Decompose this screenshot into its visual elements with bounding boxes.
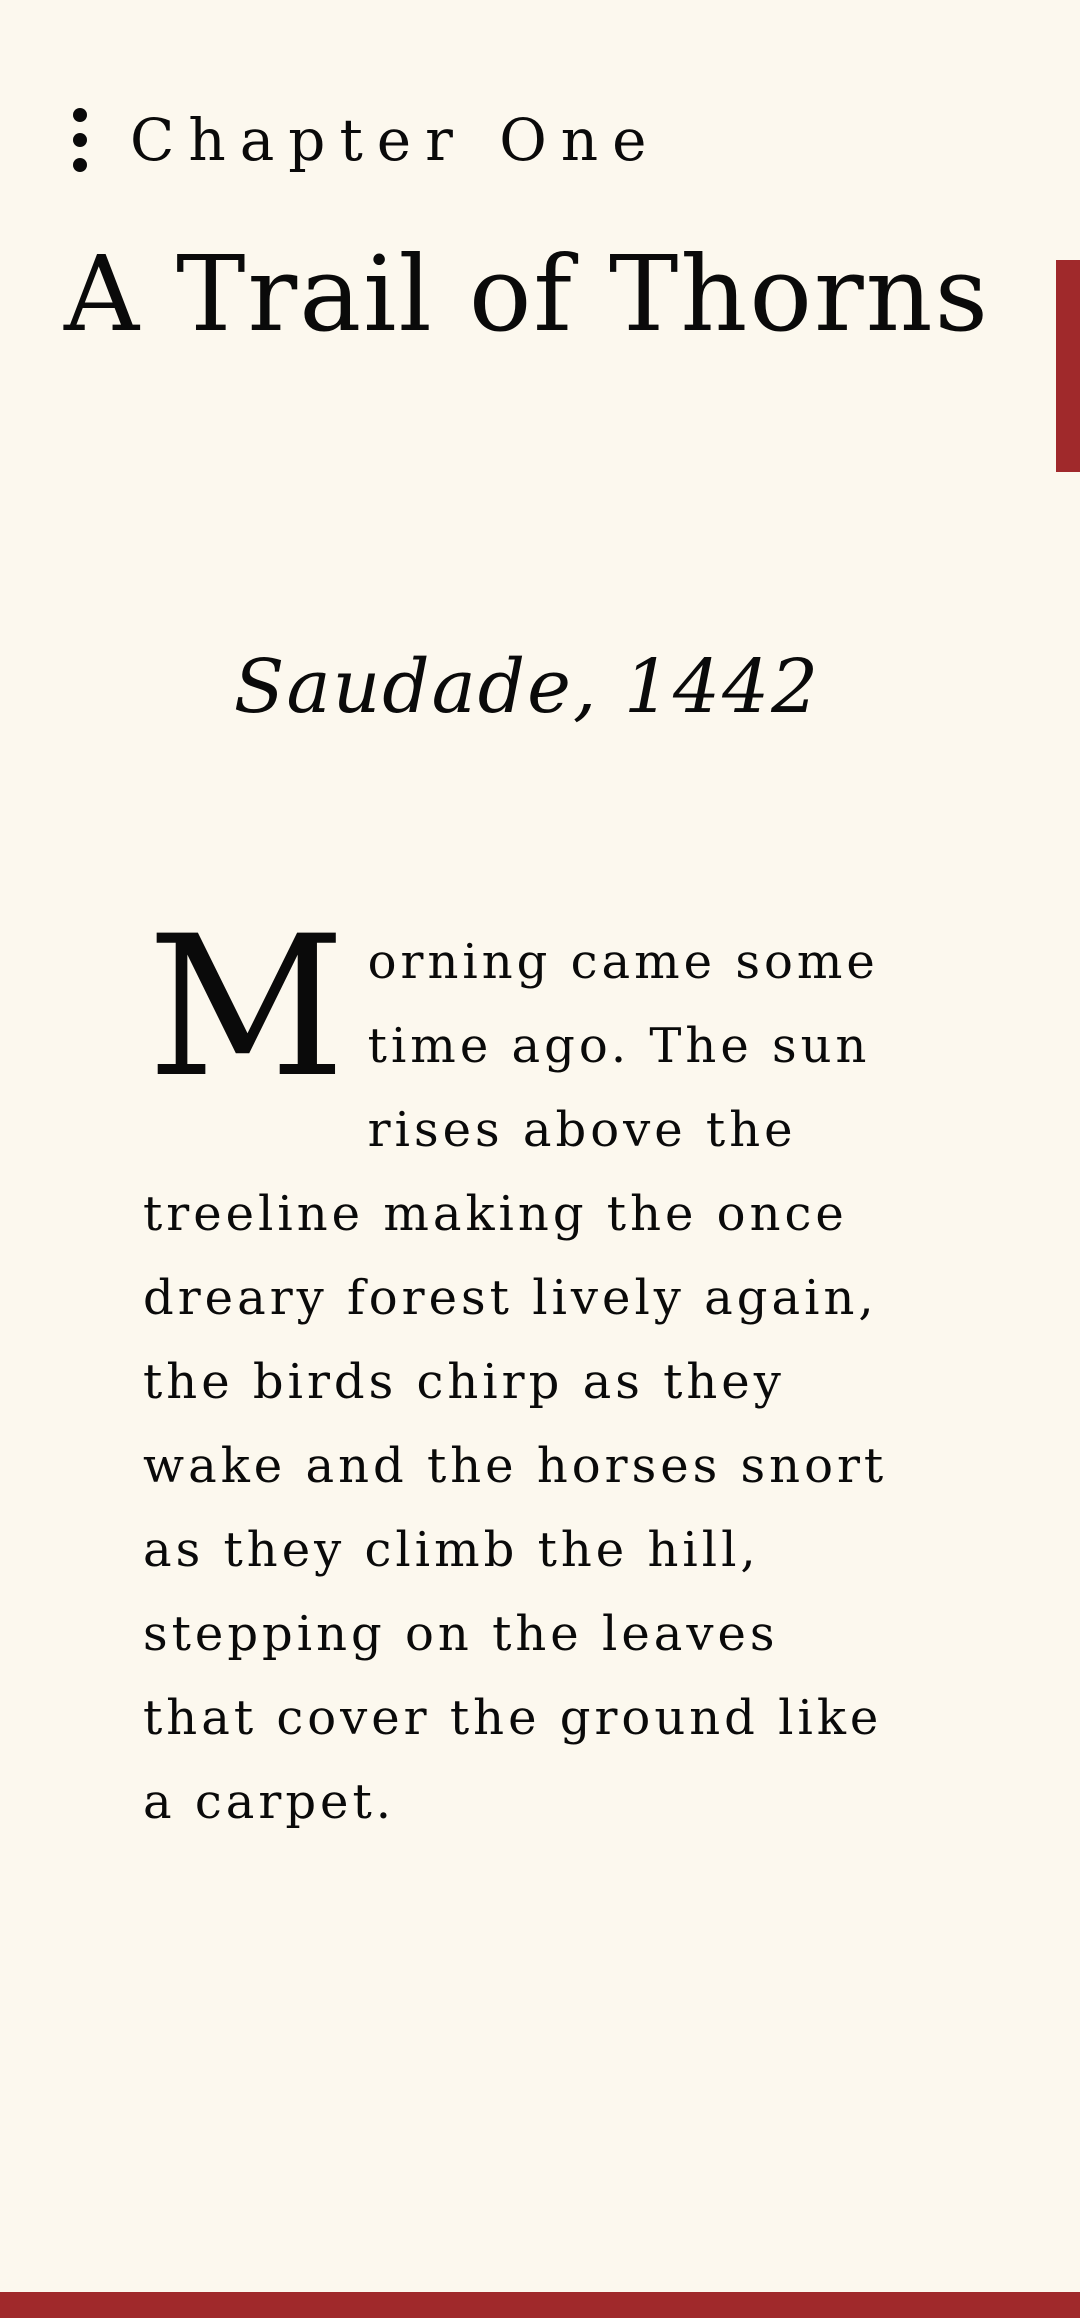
bookmark-tab[interactable] (1056, 260, 1080, 472)
menu-dot (73, 108, 87, 122)
chapter-body (143, 894, 903, 1844)
body-paragraph: orning came some time ago. The sun rises above the treeline making the once dreary forest lively again, the birds chirp as they wake and the horses snort as they climb the hill, stepping on the leaves that cover the ground like a carpet. (143, 934, 888, 1830)
chapter-subtitle: Saudade, 1442 (233, 644, 821, 730)
reader-header (62, 100, 660, 180)
chapter-title: A Trail of Thorns (63, 233, 991, 355)
bottom-progress-bar (0, 2292, 1080, 2318)
menu-dot (73, 158, 87, 172)
more-vertical-icon[interactable] (62, 108, 98, 172)
drop-cap: M (147, 894, 346, 1120)
menu-dot (73, 133, 87, 147)
chapter-label: Chapter One (130, 106, 661, 174)
